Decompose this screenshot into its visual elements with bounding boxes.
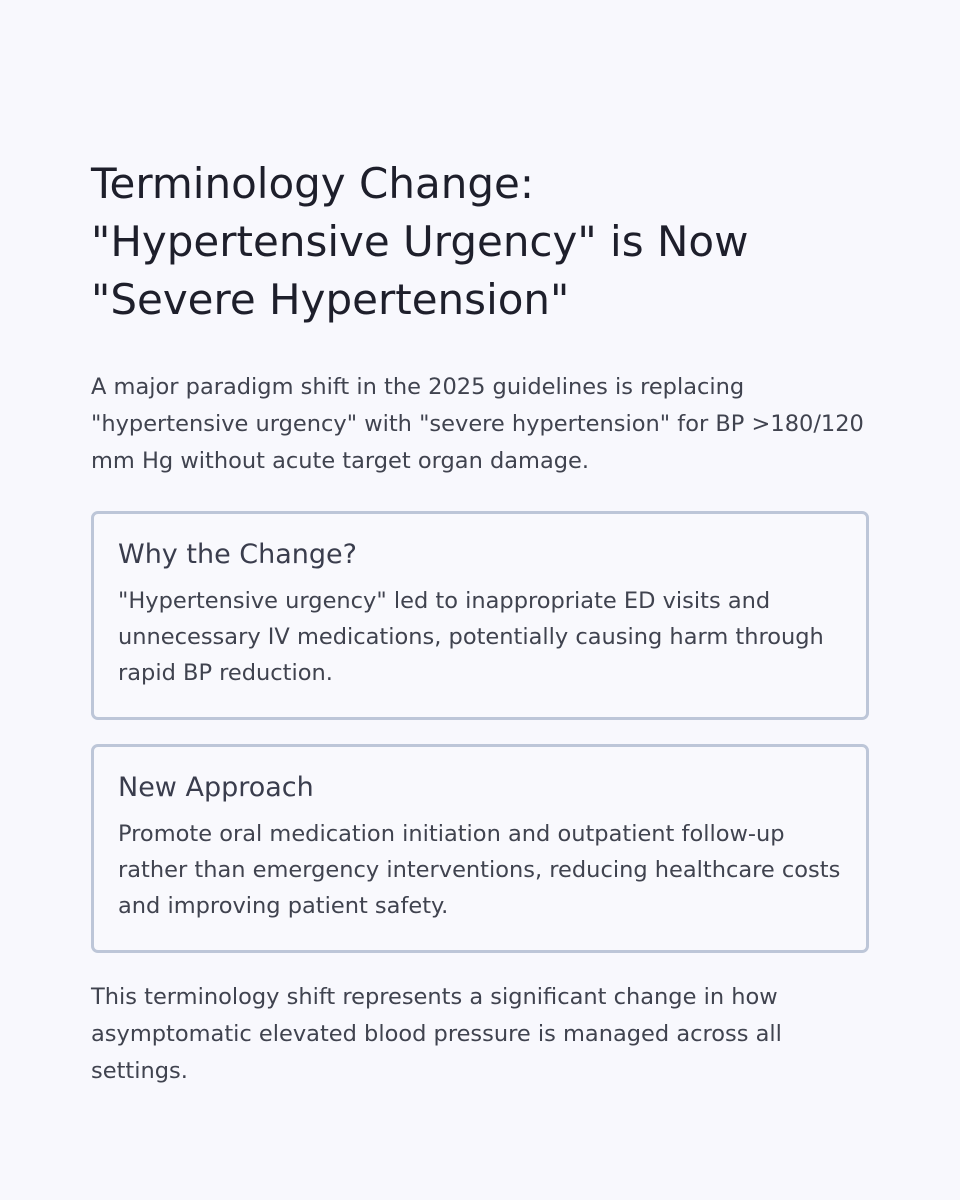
new-approach-body: Promote oral medication initiation and outpatient follow-up rather than emergency interventions, reducing healthcare costs and improving patient safety. bbox=[118, 821, 841, 919]
title-line-2: "Hypertensive Urgency" is Now bbox=[91, 217, 749, 266]
why-change-card bbox=[91, 511, 869, 720]
title-line-3: "Severe Hypertension" bbox=[91, 275, 570, 324]
why-change-heading: Why the Change? bbox=[118, 539, 357, 570]
title-line-1: Terminology Change: bbox=[91, 159, 534, 208]
new-approach-heading: New Approach bbox=[118, 772, 314, 803]
slide-content bbox=[91, 155, 869, 1090]
intro-paragraph: A major paradigm shift in the 2025 guidelines is replacing "hypertensive urgency" with "severe hypertension" for BP >180/120 mm Hg without acute target organ damage. bbox=[91, 374, 864, 474]
page-title bbox=[91, 155, 869, 329]
new-approach-card bbox=[91, 744, 869, 953]
why-change-body: "Hypertensive urgency" led to inappropriate ED visits and unnecessary IV medications, potentially causing harm through rapid BP reduction. bbox=[118, 588, 824, 686]
closing-paragraph: This terminology shift represents a significant change in how asymptomatic elevated blood pressure is managed across all settings. bbox=[91, 984, 782, 1084]
